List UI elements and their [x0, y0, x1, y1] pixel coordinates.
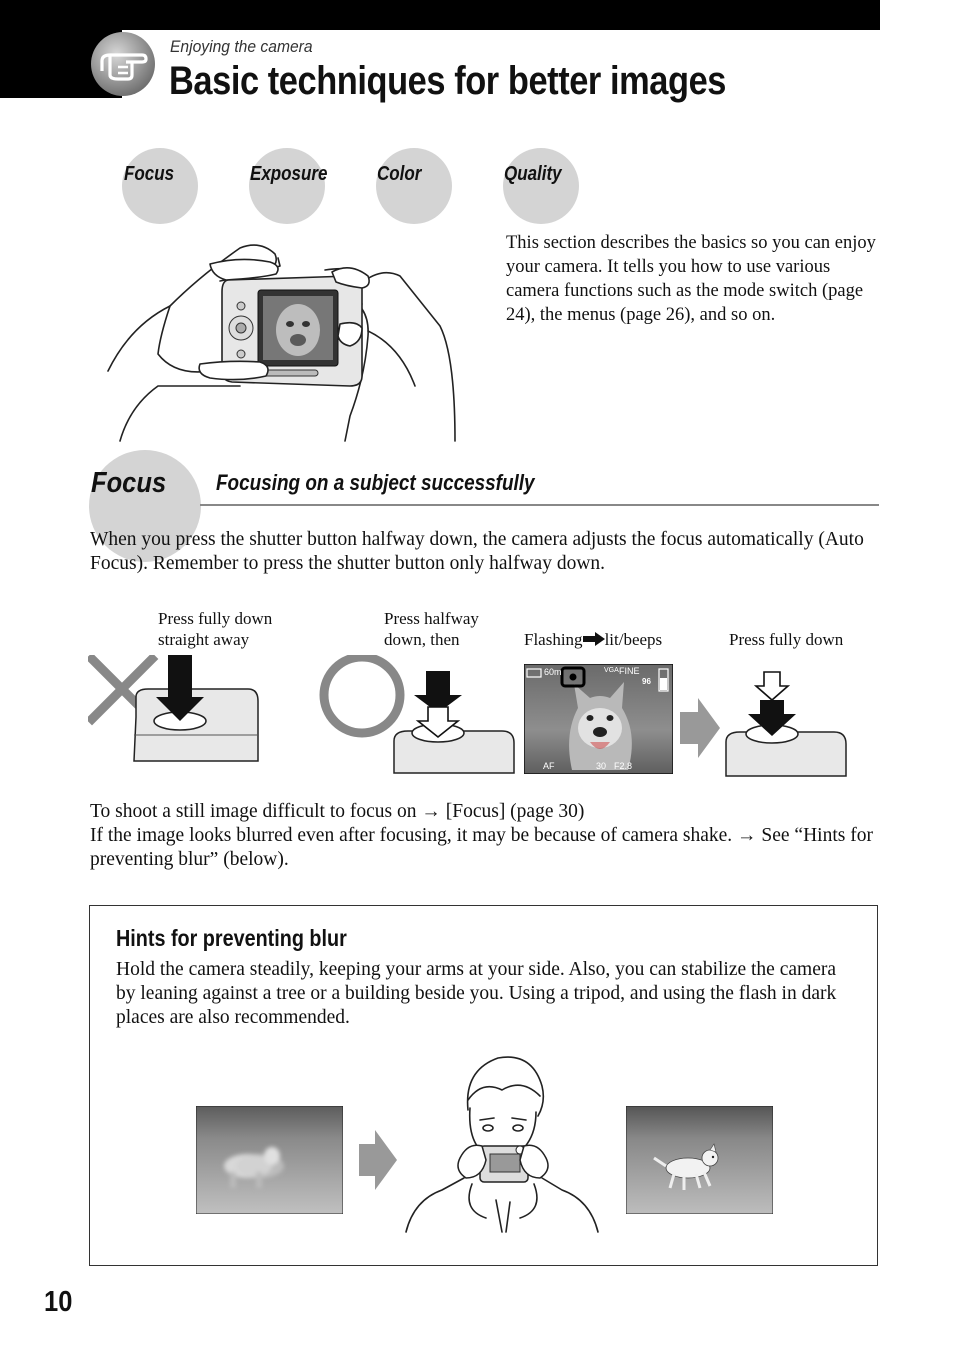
- category-label-exposure: Exposure: [250, 163, 328, 185]
- chapter-kicker: Enjoying the camera: [170, 37, 313, 56]
- note-camera-shake: If the image looks blurred even after focusing, it may be because of camera shake. → See “Hints for preventing blur” (below).: [90, 825, 873, 870]
- page-title: Basic techniques for better images: [169, 59, 726, 103]
- category-circle-exposure: [249, 148, 328, 224]
- lcd-size: VGA: [604, 667, 619, 674]
- caption-wrong-line1: Press fully down: [158, 609, 273, 628]
- focus-description: When you press the shutter button halfway down, the camera adjusts the focus automatically (Auto Focus). Remember to press the shutter button only halfway down.: [90, 529, 864, 574]
- lcd-shutter-speed: 30: [596, 761, 607, 771]
- category-label-focus: Focus: [124, 163, 175, 185]
- lcd-memory: 60m: [544, 667, 562, 677]
- press-halfway-right-illustration: [318, 655, 518, 777]
- hints-title: Hints for preventing blur: [116, 925, 347, 951]
- blurred-dog-photo: [196, 1106, 343, 1214]
- press-fully-illustration: [722, 668, 852, 778]
- section-divider: [200, 504, 879, 506]
- press-fully-wrong-illustration: [88, 655, 263, 765]
- lcd-aperture: F2.8: [614, 761, 633, 771]
- category-circle-color: [376, 148, 452, 224]
- intro-paragraph: This section describes the basics so you can enjoy your camera. It tells you how to use various camera functions such as the mode switch (page 24), the menus (page 26), and so on.: [506, 233, 876, 325]
- category-label-quality: Quality: [504, 163, 562, 185]
- lcd-shot-count: 96: [642, 677, 651, 686]
- focus-notes: [90, 800, 880, 872]
- arrow-right-icon: [583, 632, 605, 646]
- lcd-screen: [524, 664, 673, 774]
- person-holding-camera-illustration: [402, 1050, 602, 1234]
- pointing-hand-icon: [88, 31, 158, 97]
- page-number: 10: [44, 1286, 73, 1318]
- circle-ok-icon: [324, 657, 400, 733]
- caption-right-line2: down, then: [384, 630, 460, 649]
- category-label-color: Color: [377, 163, 422, 185]
- focus-section-heading: Focus: [91, 467, 167, 499]
- caption-right-line1: Press halfway: [384, 609, 479, 628]
- caption-flashing-a: Flashing: [524, 630, 583, 649]
- lcd-af-indicator: AF: [543, 761, 555, 771]
- caption-flashing: [524, 629, 662, 650]
- header-bar: [0, 0, 880, 30]
- arrow-right-icon: [357, 1130, 399, 1190]
- caption-wrong-line2: straight away: [158, 630, 250, 649]
- hints-body: Hold the camera steadily, keeping your arms at your side. Also, you can stabilize the camera by leaning against a tree or a building beside you. Using a tripod, and using the flash in dark places are also recommended.: [116, 959, 837, 1028]
- arrow-right-icon: [678, 698, 722, 758]
- sharp-dog-photo: [626, 1106, 773, 1214]
- caption-press-fully: Press fully down: [729, 630, 844, 649]
- lcd-quality: FINE: [619, 666, 640, 676]
- category-circle-quality: [503, 148, 579, 224]
- category-circle-focus: [122, 148, 198, 224]
- hands-holding-camera-illustration: [100, 236, 470, 442]
- caption-flashing-b: lit/beeps: [604, 630, 663, 649]
- note-focus-link: To shoot a still image difficult to focus on → [Focus] (page 30): [90, 801, 585, 822]
- focus-section-subheading: Focusing on a subject successfully: [216, 470, 535, 495]
